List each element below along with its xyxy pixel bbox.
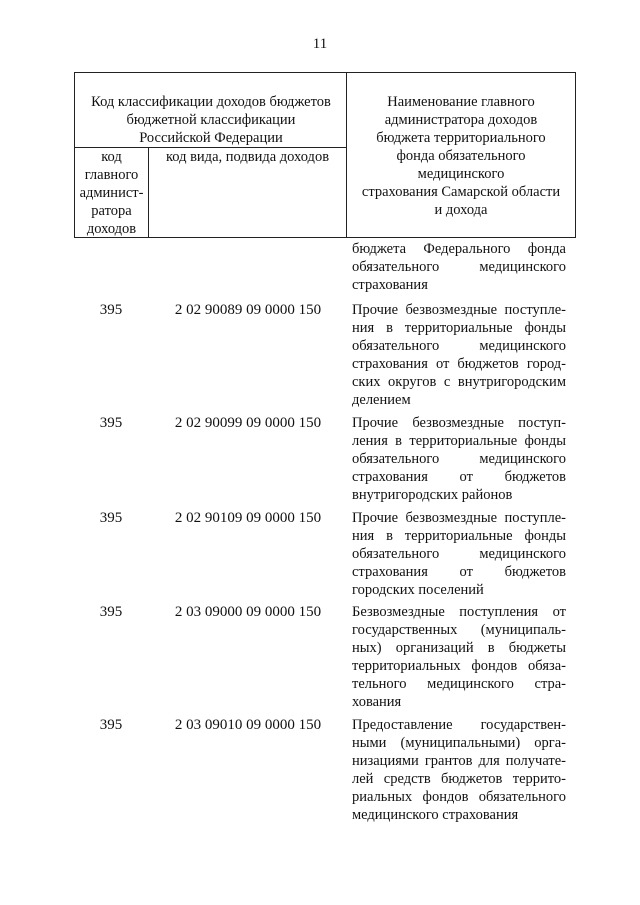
- income-code: 2 02 90089 09 0000 150: [174, 302, 322, 318]
- text-line: обязательного медицинского: [352, 259, 566, 275]
- text-line: обязательного медицинского: [352, 546, 566, 562]
- text-line: внутригородских районов: [352, 487, 513, 503]
- table-header: [74, 72, 576, 238]
- header-line: код: [101, 149, 122, 165]
- text-line: ных) организаций в бюджеты: [352, 640, 566, 656]
- income-name: [352, 301, 566, 409]
- text-line: обязательного медицинского: [352, 338, 566, 354]
- header-line: Наименование главного: [387, 94, 535, 110]
- income-name: [352, 716, 566, 824]
- text-line: страхования: [352, 277, 428, 293]
- income-name: [352, 509, 566, 599]
- text-line: ными (муниципальными) орга-: [352, 735, 566, 751]
- text-line: территориальных фондов обяза-: [352, 658, 566, 674]
- income-name: [352, 414, 566, 504]
- continuation-text: [352, 240, 566, 294]
- header-line: код вида, подвида доходов: [165, 149, 330, 165]
- header-line: Код классификации доходов бюджетов: [91, 94, 331, 110]
- text-line: ния в территориальные фонды: [352, 320, 566, 336]
- text-line: лей средств бюджетов террито-: [352, 771, 566, 787]
- text-line: страхования от бюджетов город-: [352, 356, 566, 372]
- header-line: главного: [84, 167, 139, 183]
- text-line: Прочие безвозмездные поступле-: [352, 302, 566, 318]
- text-line: Прочие безвозмездные поступ-: [352, 415, 566, 431]
- income-code: 2 02 90109 09 0000 150: [174, 510, 322, 526]
- text-line: тельного медицинского стра-: [352, 676, 566, 692]
- text-line: ния в территориальные фонды: [352, 528, 566, 544]
- header-line: администратора доходов: [384, 112, 538, 128]
- income-code: 2 03 09000 09 0000 150: [174, 604, 322, 620]
- text-line: медицинского страхования: [352, 807, 519, 823]
- text-line: хования: [352, 694, 402, 710]
- header-line: бюджетной классификации: [126, 112, 296, 128]
- name-column-header: [347, 73, 575, 219]
- header-line: доходов: [86, 221, 137, 237]
- text-line: делением: [352, 392, 411, 408]
- text-line: государственных (муниципаль-: [352, 622, 566, 638]
- header-line: и дохода: [434, 202, 488, 218]
- income-code: 2 02 90099 09 0000 150: [174, 415, 322, 431]
- text-line: риальных фондов обязательного: [352, 789, 566, 805]
- header-line: страхования Самарской области: [361, 184, 561, 200]
- income-code: 2 03 09010 09 0000 150: [174, 717, 322, 733]
- admin-code: 395: [99, 717, 123, 733]
- classification-group-label: [75, 93, 347, 147]
- text-line: низациями грантов для получате-: [352, 753, 566, 769]
- text-line: Предоставление государствен-: [352, 717, 566, 733]
- text-line: бюджета Федерального фонда: [352, 241, 566, 257]
- text-line: Безвозмездные поступления от: [352, 604, 566, 620]
- admin-code: 395: [99, 302, 123, 318]
- header-line: ратора: [91, 203, 132, 219]
- text-line: ских округов с внутригородским: [352, 374, 566, 390]
- page-number: 11: [312, 36, 328, 52]
- header-line: фонда обязательного: [396, 148, 526, 164]
- text-line: городских поселений: [352, 582, 484, 598]
- text-line: обязательного медицинского: [352, 451, 566, 467]
- header-line: админист-: [79, 185, 144, 201]
- admin-code-column-header: [75, 147, 149, 237]
- income-code-column-header: [149, 147, 346, 166]
- header-line: Российской Федерации: [139, 130, 283, 146]
- text-line: ления в территориальные фонды: [352, 433, 566, 449]
- classification-code-group: [75, 73, 347, 237]
- header-line: медицинского: [417, 166, 505, 182]
- text-line: Прочие безвозмездные поступле-: [352, 510, 566, 526]
- admin-code: 395: [99, 415, 123, 431]
- text-line: страхования от бюджетов: [352, 469, 566, 485]
- admin-code: 395: [99, 510, 123, 526]
- income-name: [352, 603, 566, 711]
- admin-code: 395: [99, 604, 123, 620]
- text-line: страхования от бюджетов: [352, 564, 566, 580]
- header-line: бюджета территориального: [376, 130, 546, 146]
